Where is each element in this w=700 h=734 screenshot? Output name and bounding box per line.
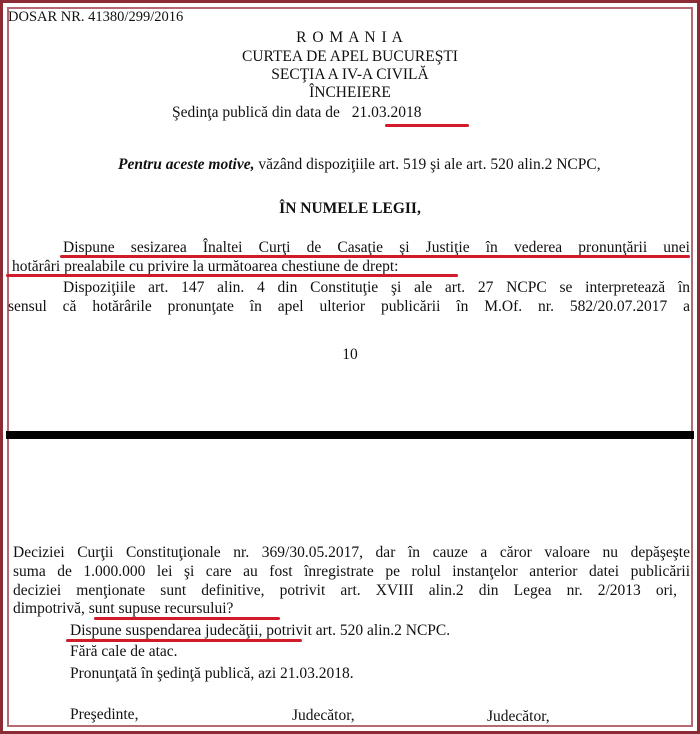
session-date-underline [385,124,469,127]
page-separator [6,431,694,439]
no-appeal-line: Fără cale de atac. [70,643,178,660]
page2-line3: deciziei menţionate sunt definitive, potrivit art. XVIII alin.2 din Legea nr. 2/2013 ori, [13,582,677,599]
country-heading: R O M A N I A [296,29,404,46]
in-name-heading: ÎN NUMELE LEGII, [279,200,421,217]
page2-line4: dimpotrivă, sunt supuse recursului? [13,600,234,617]
doc-type-heading: ÎNCHEIERE [309,84,391,101]
court-heading: CURTEA DE APEL BUCUREŞTI [242,48,458,65]
motives-rest: văzând dispoziţiile art. 519 şi ale art. 520 alin.2 NCPC, [254,156,601,173]
para2-line1: Dispoziţiile art. 147 alin. 4 din Constituţie şi ale art. 27 NCPC se interpretează în [63,279,690,296]
case-number: DOSAR NR. 41380/299/2016 [8,9,184,25]
page2-line2: suma de 1.000.000 lei şi care au fost înregistrate pe rolul instanţelor anterior datei publicării [13,563,690,580]
para1-line2: hotărâri prealabile cu privire la următoarea chestiune de drept: [12,258,399,275]
para1-line1: Dispune sesizarea Înaltei Curţi de Casaţie şi Justiţie în vederea pronunţării unei [63,239,690,256]
question-underline [94,617,280,620]
para2-line2: sensul că hotărârile pronunţate în apel ulterior publicării în M.Of. nr. 582/20.07.2017 a [8,298,690,315]
suspend-underline [66,639,302,642]
session-line [172,104,422,122]
section-heading: SECŢIA A IV-A CIVILĂ [271,66,429,83]
judge1-signature-label: Judecător, [292,707,355,724]
president-signature-label: Preşedinte, [70,706,139,723]
session-date: 21.03.2018 [351,104,422,121]
pronounced-line: Pronunţată în şedinţă publică, azi 21.03.2018. [70,665,354,682]
judge2-signature-label: Judecător, [487,708,550,725]
suspend-line: Dispune suspendarea judecăţii, potrivit art. 520 alin.2 NCPC. [70,622,451,639]
motives-line [118,156,601,174]
para1-line2-underline [6,274,458,277]
motives-bold: Pentru aceste motive, [118,156,255,173]
page-number: 10 [342,346,358,363]
session-label: Şedinţa publică din data de [172,104,340,121]
page2-line1: Deciziei Curţii Constituţionale nr. 369/30.05.2017, dar în cauze a căror valoare nu depăşeşte [13,544,690,561]
